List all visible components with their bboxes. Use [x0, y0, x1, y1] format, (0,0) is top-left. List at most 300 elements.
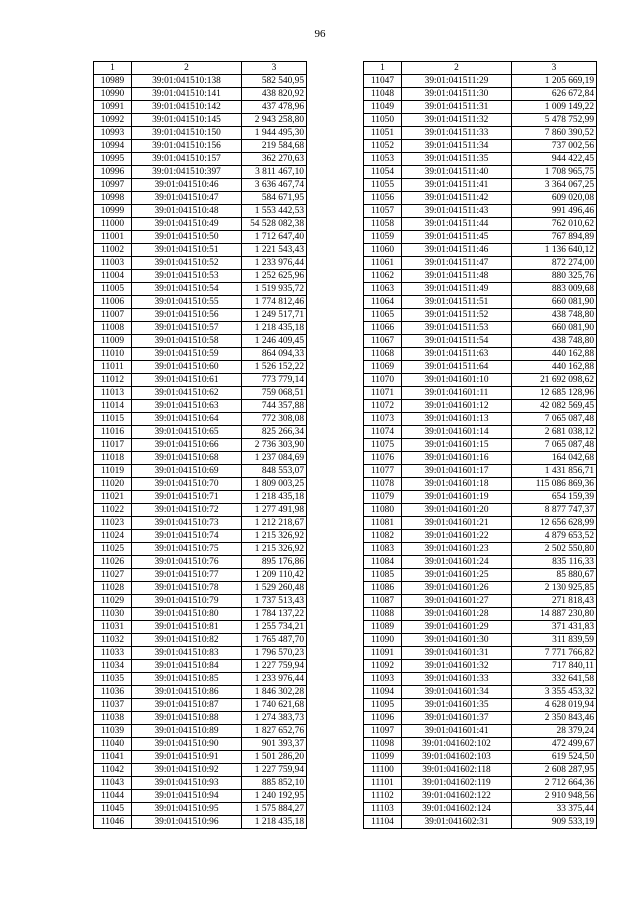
table-row: [364, 75, 597, 88]
cadastral-number: 39:01:041510:47: [132, 192, 242, 205]
value: 1 218 435,18: [242, 322, 307, 335]
value: 582 540,95: [242, 75, 307, 88]
row-number: 11001: [94, 231, 132, 244]
cadastral-number: 39:01:041601:26: [402, 582, 512, 595]
cadastral-number: 39:01:041602:102: [402, 738, 512, 751]
cadastral-number: 39:01:041602:119: [402, 777, 512, 790]
row-number: 11011: [94, 361, 132, 374]
cadastral-number: 39:01:041510:46: [132, 179, 242, 192]
value: 1 765 487,70: [242, 634, 307, 647]
table-row: [364, 452, 597, 465]
value: 2 130 925,85: [512, 582, 597, 595]
cadastral-number: 39:01:041510:61: [132, 374, 242, 387]
value: 944 422,45: [512, 153, 597, 166]
table-row: [94, 166, 307, 179]
value: 1 212 218,67: [242, 517, 307, 530]
row-number: 11019: [94, 465, 132, 478]
table-row: [364, 478, 597, 491]
value: 1 809 003,25: [242, 478, 307, 491]
value: 1 252 625,96: [242, 270, 307, 283]
cadastral-number: 39:01:041510:150: [132, 127, 242, 140]
row-number: 11016: [94, 426, 132, 439]
cadastral-number: 39:01:041601:29: [402, 621, 512, 634]
table-row: [94, 582, 307, 595]
row-number: 11014: [94, 400, 132, 413]
row-number: 11021: [94, 491, 132, 504]
table-row: [94, 751, 307, 764]
row-number: 11097: [364, 725, 402, 738]
table-row: [364, 218, 597, 231]
cadastral-number: 39:01:041602:122: [402, 790, 512, 803]
table-row: [364, 764, 597, 777]
value: 115 086 869,36: [512, 478, 597, 491]
value: 219 584,68: [242, 140, 307, 153]
row-number: 11084: [364, 556, 402, 569]
table-row: [94, 491, 307, 504]
value: 85 880,67: [512, 569, 597, 582]
row-number: 11072: [364, 400, 402, 413]
value: 660 081,90: [512, 296, 597, 309]
row-number: 11060: [364, 244, 402, 257]
value: 8 877 747,37: [512, 504, 597, 517]
table-row: [94, 478, 307, 491]
cadastral-number: 39:01:041601:28: [402, 608, 512, 621]
value: 271 818,43: [512, 595, 597, 608]
row-number: 10995: [94, 153, 132, 166]
cadastral-number: 39:01:041510:74: [132, 530, 242, 543]
cadastral-number: 39:01:041601:34: [402, 686, 512, 699]
row-number: 11090: [364, 634, 402, 647]
row-number: 11020: [94, 478, 132, 491]
row-number: 11074: [364, 426, 402, 439]
value: 762 010,62: [512, 218, 597, 231]
table-row: [94, 764, 307, 777]
row-number: 11073: [364, 413, 402, 426]
value: 1 209 110,42: [242, 569, 307, 582]
table-row: [94, 335, 307, 348]
table-row: [364, 257, 597, 270]
value: 609 020,08: [512, 192, 597, 205]
cadastral-number: 39:01:041601:21: [402, 517, 512, 530]
cadastral-number: 39:01:041601:10: [402, 374, 512, 387]
column-header-3: 3: [512, 62, 597, 75]
row-number: 11027: [94, 569, 132, 582]
cadastral-number: 39:01:041510:77: [132, 569, 242, 582]
row-number: 11049: [364, 101, 402, 114]
value: 1 227 759,94: [242, 764, 307, 777]
column-header-2: 2: [402, 62, 512, 75]
value: 12 685 128,96: [512, 387, 597, 400]
row-number: 11030: [94, 608, 132, 621]
row-number: 11033: [94, 647, 132, 660]
value: 773 779,14: [242, 374, 307, 387]
row-number: 11004: [94, 270, 132, 283]
table-row: [364, 751, 597, 764]
value: 880 325,76: [512, 270, 597, 283]
value: 2 736 303,90: [242, 439, 307, 452]
cadastral-number: 39:01:041510:52: [132, 257, 242, 270]
table-row: [94, 413, 307, 426]
table-row: [364, 283, 597, 296]
table-row: [364, 361, 597, 374]
row-number: 11088: [364, 608, 402, 621]
row-number: 11053: [364, 153, 402, 166]
row-number: 11012: [94, 374, 132, 387]
cadastral-number: 39:01:041511:30: [402, 88, 512, 101]
header-row: [94, 62, 307, 75]
table-row: [94, 725, 307, 738]
row-number: 11064: [364, 296, 402, 309]
table-row: [94, 387, 307, 400]
cadastral-number: 39:01:041510:54: [132, 283, 242, 296]
row-number: 11063: [364, 283, 402, 296]
value: 2 943 258,80: [242, 114, 307, 127]
table-row: [94, 530, 307, 543]
cadastral-number: 39:01:041510:76: [132, 556, 242, 569]
row-number: 10998: [94, 192, 132, 205]
row-number: 11100: [364, 764, 402, 777]
cadastral-number: 39:01:041510:78: [132, 582, 242, 595]
value: 872 274,00: [512, 257, 597, 270]
cadastral-number: 39:01:041601:33: [402, 673, 512, 686]
value: 1 215 326,92: [242, 530, 307, 543]
cadastral-number: 39:01:041511:34: [402, 140, 512, 153]
value: 4 628 019,94: [512, 699, 597, 712]
value: 895 176,86: [242, 556, 307, 569]
cadastral-number: 39:01:041601:37: [402, 712, 512, 725]
cadastral-number: 39:01:041510:142: [132, 101, 242, 114]
value: 901 393,37: [242, 738, 307, 751]
table-row: [364, 803, 597, 816]
value: 883 009,68: [512, 283, 597, 296]
row-number: 11035: [94, 673, 132, 686]
row-number: 11102: [364, 790, 402, 803]
table-row: [94, 452, 307, 465]
table-row: [364, 608, 597, 621]
row-number: 11093: [364, 673, 402, 686]
value: 825 266,34: [242, 426, 307, 439]
cadastral-number: 39:01:041511:45: [402, 231, 512, 244]
value: 1 233 976,44: [242, 257, 307, 270]
table-row: [94, 465, 307, 478]
row-number: 11009: [94, 335, 132, 348]
table-row: [94, 374, 307, 387]
row-number: 11098: [364, 738, 402, 751]
cadastral-number: 39:01:041510:80: [132, 608, 242, 621]
table-row: [364, 231, 597, 244]
table-row: [364, 556, 597, 569]
table-row: [94, 88, 307, 101]
table-row: [364, 777, 597, 790]
value: 2 712 664,36: [512, 777, 597, 790]
row-number: 11067: [364, 335, 402, 348]
right-table: [363, 61, 597, 829]
table-row: [94, 361, 307, 374]
value: 654 159,39: [512, 491, 597, 504]
table-row: [94, 686, 307, 699]
row-number: 11095: [364, 699, 402, 712]
row-number: 11094: [364, 686, 402, 699]
table-row: [364, 348, 597, 361]
row-number: 11081: [364, 517, 402, 530]
cadastral-number: 39:01:041510:79: [132, 595, 242, 608]
value: 7 065 087,48: [512, 439, 597, 452]
table-row: [364, 426, 597, 439]
cadastral-number: 39:01:041601:18: [402, 478, 512, 491]
table-row: [364, 205, 597, 218]
row-number: 11055: [364, 179, 402, 192]
table-row: [94, 296, 307, 309]
value: 28 379,24: [512, 725, 597, 738]
row-number: 11092: [364, 660, 402, 673]
table-row: [364, 582, 597, 595]
value: 3 355 453,32: [512, 686, 597, 699]
row-number: 11103: [364, 803, 402, 816]
cadastral-number: 39:01:041510:72: [132, 504, 242, 517]
cadastral-number: 39:01:041510:71: [132, 491, 242, 504]
row-number: 11070: [364, 374, 402, 387]
table-row: [94, 673, 307, 686]
cadastral-number: 39:01:041510:92: [132, 764, 242, 777]
cadastral-number: 39:01:041511:52: [402, 309, 512, 322]
table-row: [364, 439, 597, 452]
row-number: 11017: [94, 439, 132, 452]
value: 438 748,80: [512, 335, 597, 348]
value: 1 246 409,45: [242, 335, 307, 348]
table-row: [364, 491, 597, 504]
table-row: [94, 75, 307, 88]
value: 1 740 621,68: [242, 699, 307, 712]
value: 440 162,88: [512, 361, 597, 374]
cadastral-number: 39:01:041510:75: [132, 543, 242, 556]
value: 835 116,33: [512, 556, 597, 569]
table-row: [94, 322, 307, 335]
table-row: [94, 244, 307, 257]
cadastral-number: 39:01:041510:51: [132, 244, 242, 257]
cadastral-number: 39:01:041510:96: [132, 816, 242, 829]
row-number: 11048: [364, 88, 402, 101]
row-number: 11028: [94, 582, 132, 595]
row-number: 11032: [94, 634, 132, 647]
cadastral-number: 39:01:041510:90: [132, 738, 242, 751]
value: 1 526 152,22: [242, 361, 307, 374]
row-number: 11059: [364, 231, 402, 244]
cadastral-number: 39:01:041510:85: [132, 673, 242, 686]
value: 1 944 495,30: [242, 127, 307, 140]
column-header-1: 1: [94, 62, 132, 75]
table-row: [364, 387, 597, 400]
row-number: 11034: [94, 660, 132, 673]
table-row: [94, 634, 307, 647]
value: 991 496,46: [512, 205, 597, 218]
row-number: 11052: [364, 140, 402, 153]
value: 1 737 513,43: [242, 595, 307, 608]
row-number: 10994: [94, 140, 132, 153]
value: 437 478,96: [242, 101, 307, 114]
value: 438 748,80: [512, 309, 597, 322]
value: 1 218 435,18: [242, 816, 307, 829]
row-number: 11078: [364, 478, 402, 491]
row-number: 11042: [94, 764, 132, 777]
value: 864 094,33: [242, 348, 307, 361]
value: 660 081,90: [512, 322, 597, 335]
row-number: 11015: [94, 413, 132, 426]
table-row: [94, 153, 307, 166]
value: 1 784 137,22: [242, 608, 307, 621]
table-row: [94, 348, 307, 361]
value: 7 860 390,52: [512, 127, 597, 140]
table-row: [364, 127, 597, 140]
value: 1 708 965,75: [512, 166, 597, 179]
table-row: [364, 153, 597, 166]
value: 1 712 647,40: [242, 231, 307, 244]
value: 7 771 766,82: [512, 647, 597, 660]
cadastral-number: 39:01:041510:69: [132, 465, 242, 478]
cadastral-number: 39:01:041510:94: [132, 790, 242, 803]
table-row: [94, 283, 307, 296]
value: 1 553 442,53: [242, 205, 307, 218]
row-number: 11083: [364, 543, 402, 556]
cadastral-number: 39:01:041510:81: [132, 621, 242, 634]
value: 2 502 550,80: [512, 543, 597, 556]
cadastral-number: 39:01:041510:82: [132, 634, 242, 647]
row-number: 11044: [94, 790, 132, 803]
cadastral-number: 39:01:041510:70: [132, 478, 242, 491]
value: 2 350 843,46: [512, 712, 597, 725]
cadastral-number: 39:01:041510:55: [132, 296, 242, 309]
cadastral-number: 39:01:041601:11: [402, 387, 512, 400]
row-number: 11039: [94, 725, 132, 738]
value: 1 431 856,71: [512, 465, 597, 478]
table-row: [94, 517, 307, 530]
row-number: 11031: [94, 621, 132, 634]
value: 2 608 287,95: [512, 764, 597, 777]
table-row: [364, 686, 597, 699]
value: 3 364 067,25: [512, 179, 597, 192]
cadastral-number: 39:01:041510:68: [132, 452, 242, 465]
table-row: [94, 816, 307, 829]
table-row: [364, 309, 597, 322]
value: 311 839,59: [512, 634, 597, 647]
page-number: 96: [314, 28, 326, 40]
cadastral-number: 39:01:041510:91: [132, 751, 242, 764]
cadastral-number: 39:01:041511:32: [402, 114, 512, 127]
value: 14 887 230,80: [512, 608, 597, 621]
value: 1 136 640,12: [512, 244, 597, 257]
value: 2 681 038,12: [512, 426, 597, 439]
value: 7 065 087,48: [512, 413, 597, 426]
row-number: 10992: [94, 114, 132, 127]
value: 1 501 286,20: [242, 751, 307, 764]
table-row: [364, 400, 597, 413]
cadastral-number: 39:01:041510:138: [132, 75, 242, 88]
cadastral-number: 39:01:041510:145: [132, 114, 242, 127]
value: 371 431,83: [512, 621, 597, 634]
row-number: 11062: [364, 270, 402, 283]
cadastral-number: 39:01:041511:29: [402, 75, 512, 88]
value: 3 811 467,10: [242, 166, 307, 179]
row-number: 11025: [94, 543, 132, 556]
cadastral-number: 39:01:041510:65: [132, 426, 242, 439]
table-row: [364, 88, 597, 101]
cadastral-number: 39:01:041601:23: [402, 543, 512, 556]
table-row: [364, 738, 597, 751]
table-row: [94, 218, 307, 231]
cadastral-number: 39:01:041511:35: [402, 153, 512, 166]
table-row: [94, 257, 307, 270]
cadastral-number: 39:01:041510:53: [132, 270, 242, 283]
value: 759 068,51: [242, 387, 307, 400]
table-row: [364, 101, 597, 114]
row-number: 10991: [94, 101, 132, 114]
value: 1 277 491,98: [242, 504, 307, 517]
column-header-2: 2: [132, 62, 242, 75]
table-row: [364, 140, 597, 153]
table-row: [364, 712, 597, 725]
row-number: 11058: [364, 218, 402, 231]
row-number: 11066: [364, 322, 402, 335]
value: 1 009 149,22: [512, 101, 597, 114]
cadastral-number: 39:01:041510:59: [132, 348, 242, 361]
table-row: [364, 699, 597, 712]
table-row: [364, 543, 597, 556]
table-row: [364, 660, 597, 673]
table-row: [94, 400, 307, 413]
table-row: [94, 270, 307, 283]
cadastral-number: 39:01:041511:46: [402, 244, 512, 257]
cadastral-number: 39:01:041511:42: [402, 192, 512, 205]
row-number: 11005: [94, 283, 132, 296]
cadastral-number: 39:01:041601:25: [402, 569, 512, 582]
row-number: 11061: [364, 257, 402, 270]
table-row: [364, 322, 597, 335]
row-number: 11077: [364, 465, 402, 478]
value: 1 529 260,48: [242, 582, 307, 595]
row-number: 11050: [364, 114, 402, 127]
cadastral-number: 39:01:041602:118: [402, 764, 512, 777]
value: 767 894,89: [512, 231, 597, 244]
cadastral-number: 39:01:041510:87: [132, 699, 242, 712]
value: 1 205 669,19: [512, 75, 597, 88]
value: 1 227 759,94: [242, 660, 307, 673]
table-row: [364, 244, 597, 257]
row-number: 11099: [364, 751, 402, 764]
cadastral-number: 39:01:041601:17: [402, 465, 512, 478]
row-number: 11000: [94, 218, 132, 231]
table-row: [94, 569, 307, 582]
cadastral-number: 39:01:041510:157: [132, 153, 242, 166]
table-row: [94, 803, 307, 816]
row-number: 11037: [94, 699, 132, 712]
row-number: 11079: [364, 491, 402, 504]
table-row: [94, 790, 307, 803]
value: 33 375,44: [512, 803, 597, 816]
value: 164 042,68: [512, 452, 597, 465]
cadastral-number: 39:01:041511:47: [402, 257, 512, 270]
row-number: 11026: [94, 556, 132, 569]
table-row: [94, 660, 307, 673]
value: 12 656 628,99: [512, 517, 597, 530]
cadastral-number: 39:01:041510:49: [132, 218, 242, 231]
table-row: [364, 816, 597, 829]
row-number: 11045: [94, 803, 132, 816]
table-row: [94, 608, 307, 621]
cadastral-number: 39:01:041511:64: [402, 361, 512, 374]
cadastral-number: 39:01:041510:57: [132, 322, 242, 335]
value: 584 671,95: [242, 192, 307, 205]
cadastral-number: 39:01:041601:16: [402, 452, 512, 465]
cadastral-number: 39:01:041511:63: [402, 348, 512, 361]
